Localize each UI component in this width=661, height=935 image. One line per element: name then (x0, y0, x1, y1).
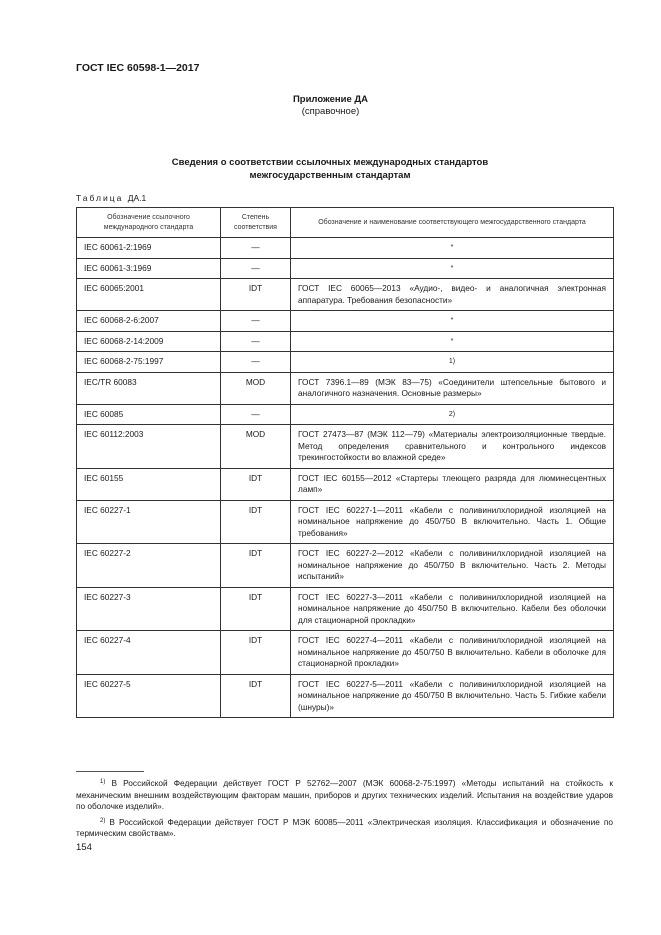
table-row (77, 331, 614, 352)
table-row (77, 258, 614, 279)
footnote-1 (76, 777, 613, 813)
table-row (77, 372, 614, 404)
footnote-separator (76, 771, 144, 772)
cell-international-standard: IEC 60227-3 (77, 587, 221, 631)
header-international-standard: Обозначение ссылочного международного стандарта (77, 208, 221, 238)
cell-interstate-standard: ГОСТ IEC 60227-3—2011 «Кабели с поливинилхлоридной изоляцией на номинальное напряжение до 450/750 В включительно. Кабели без оболочки для стационарной прокладки» (291, 587, 614, 631)
cell-interstate-standard: ГОСТ IEC 60155—2012 «Стартеры тлеющего разряда для люминесцентных ламп» (291, 468, 614, 500)
cell-international-standard: IEC 60112:2003 (77, 425, 221, 469)
table-row (77, 674, 614, 718)
cell-interstate-standard: ГОСТ IEC 60227-1—2011 «Кабели с поливинилхлоридной изоляцией на номинальное напряжение до 450/750 В включительно. Часть 1. Общие требования» (291, 500, 614, 544)
cell-international-standard: IEC 60155 (77, 468, 221, 500)
cell-international-standard: IEC/TR 60083 (77, 372, 221, 404)
table-row (77, 404, 614, 425)
cell-international-standard: IEC 60068-2-14:2009 (77, 331, 221, 352)
cell-degree: IDT (221, 544, 291, 588)
cell-interstate-standard: ГОСТ IEC 60227-5—2011 «Кабели с поливинилхлоридной изоляцией на номинальное напряжение до 450/750 В включительно. Часть 5. Гибкие кабели (шнуры)» (291, 674, 614, 718)
cell-degree: IDT (221, 674, 291, 718)
header-interstate-standard: Обозначение и наименование соответствующего межгосударственного стандарта (291, 208, 614, 238)
cell-interstate-standard: ГОСТ 7396.1—89 (МЭК 83—75) «Соединители штепсельные бытового и аналогичного назначения. Основные размеры» (291, 372, 614, 404)
cell-interstate-standard: * (291, 258, 614, 279)
table-caption (76, 193, 146, 203)
cell-degree: IDT (221, 468, 291, 500)
cell-international-standard: IEC 60068-2-75:1997 (77, 352, 221, 373)
footnotes (76, 777, 613, 843)
cell-interstate-standard: ГОСТ IEC 60227-4—2011 «Кабели с поливинилхлоридной изоляцией на номинальное напряжение до 450/750 В включительно. Кабели в оболочке для стационарной прокладки» (291, 631, 614, 675)
table-row (77, 631, 614, 675)
cell-international-standard: IEC 60227-1 (77, 500, 221, 544)
cell-international-standard: IEC 60061-2:1969 (77, 238, 221, 259)
cell-degree: IDT (221, 587, 291, 631)
cell-degree: IDT (221, 631, 291, 675)
cell-degree: — (221, 331, 291, 352)
cell-degree: MOD (221, 372, 291, 404)
appendix-title: Приложение ДА (292, 94, 369, 105)
cell-degree: — (221, 311, 291, 332)
correspondence-table (76, 207, 614, 718)
cell-interstate-standard: 1) (291, 352, 614, 373)
cell-interstate-standard: 2) (291, 404, 614, 425)
table-row (77, 425, 614, 469)
table-row (77, 500, 614, 544)
cell-degree: MOD (221, 425, 291, 469)
cell-degree: — (221, 258, 291, 279)
header-degree-of-correspondence: Степень соответствия (221, 208, 291, 238)
cell-international-standard: IEC 60227-4 (77, 631, 221, 675)
appendix-heading (0, 94, 661, 118)
cell-degree: — (221, 352, 291, 373)
cell-degree: — (221, 404, 291, 425)
table-caption-number: ДА.1 (127, 193, 147, 203)
cell-interstate-standard: * (291, 238, 614, 259)
cell-degree: — (221, 238, 291, 259)
document-code: ГОСТ IEC 60598-1—2017 (76, 62, 200, 74)
cell-international-standard: IEC 60227-5 (77, 674, 221, 718)
table-header-row (77, 208, 614, 238)
cell-interstate-standard: * (291, 311, 614, 332)
section-title-line1: Сведения о соответствии ссылочных международных стандартов (171, 157, 489, 168)
cell-interstate-standard: * (291, 331, 614, 352)
footnote-1-mark: 1) (100, 779, 106, 785)
table-row (77, 468, 614, 500)
page-number: 154 (76, 842, 92, 853)
table-row (77, 352, 614, 373)
table-row (77, 238, 614, 259)
section-title (120, 156, 540, 182)
section-title-line2: межгосударственным стандартам (249, 170, 411, 181)
footnote-2-mark: 2) (100, 817, 106, 824)
table-row (77, 279, 614, 311)
footnote-2-text: В Российской Федерации действует ГОСТ Р МЭК 60085—2011 «Электрическая изоляция. Классификация и обозначение по термическим свойствам». (76, 816, 613, 838)
table-row (77, 587, 614, 631)
cell-interstate-standard: ГОСТ IEC 60065—2013 «Аудио-, видео- и аналогичная электронная аппаратура. Требования безопасности» (291, 279, 614, 311)
cell-international-standard: IEC 60085 (77, 404, 221, 425)
table-caption-word: Таблица (76, 193, 124, 203)
footnote-1-text: В Российской Федерации действует ГОСТ Р 52762—2007 (МЭК 60068-2-75:1997) «Методы испытаний на стойкость к механическим внешним воздействующим факторам машин, приборов и других технических изделий. Испытания на воздействие ударов по оболочке изделий». (76, 778, 613, 811)
cell-interstate-standard: ГОСТ 27473—87 (МЭК 112—79) «Материалы электроизоляционные твердые. Метод определения сравнительного и контрольного индексов трекингостойкости во влажной среде» (291, 425, 614, 469)
cell-degree: IDT (221, 500, 291, 544)
appendix-subtitle: (справочное) (301, 106, 360, 117)
cell-interstate-standard: ГОСТ IEC 60227-2—2012 «Кабели с поливинилхлоридной изоляцией на номинальное напряжение до 450/750 В включительно. Часть 2. Методы испытаний» (291, 544, 614, 588)
cell-international-standard: IEC 60227-2 (77, 544, 221, 588)
cell-degree: IDT (221, 279, 291, 311)
footnote-2 (76, 816, 613, 840)
table-row (77, 544, 614, 588)
cell-international-standard: IEC 60065:2001 (77, 279, 221, 311)
cell-international-standard: IEC 60061-3:1969 (77, 258, 221, 279)
table-row (77, 311, 614, 332)
cell-international-standard: IEC 60068-2-6:2007 (77, 311, 221, 332)
